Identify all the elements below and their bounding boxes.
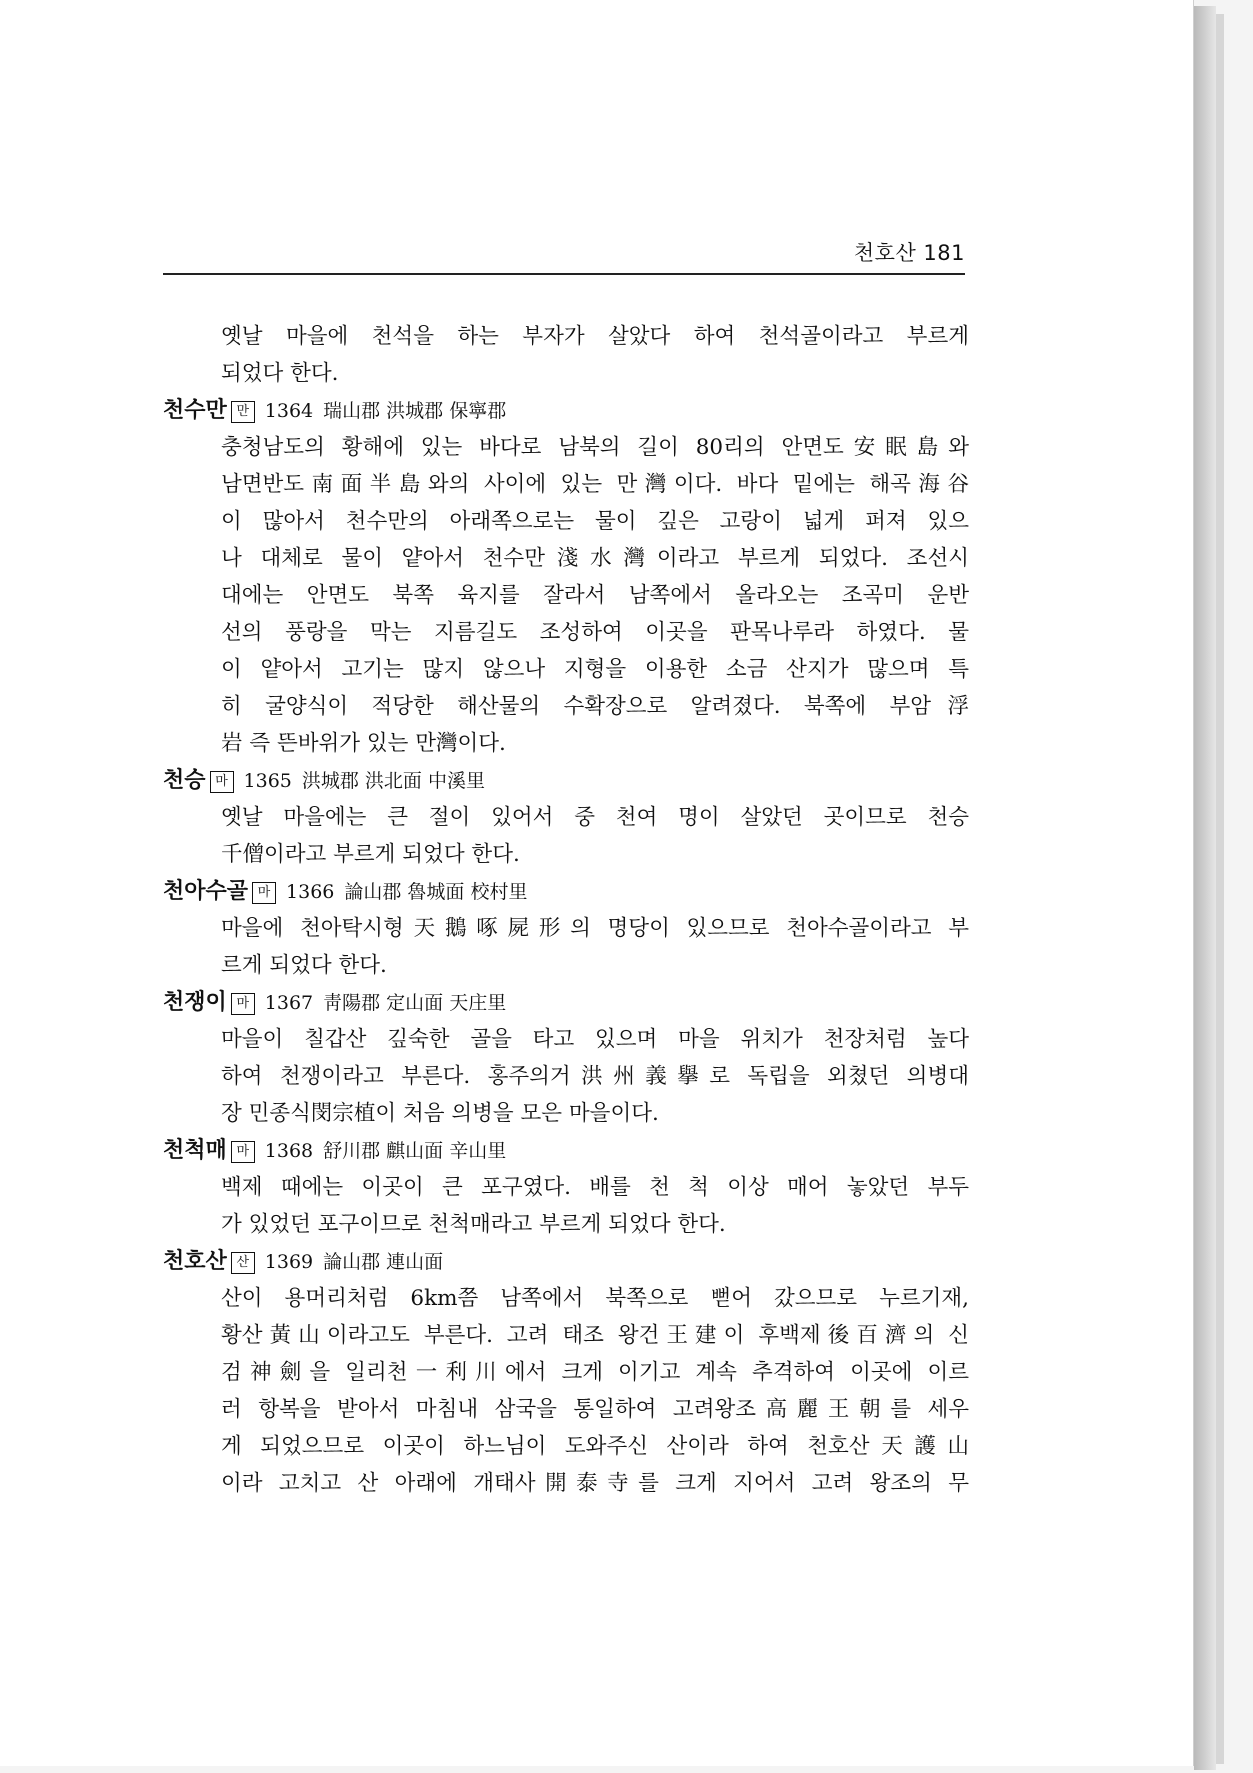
page-header: [163, 237, 965, 275]
body-line: 옛날 마을에는 큰 절이 있어서 중 천여 명이 살았던 곳이므로 천승: [221, 805, 969, 830]
entry-cheoncheokmae: [163, 1132, 969, 1243]
body-line: 게 되었으므로 이곳이 하느님이 도와주신 산이라 하여 천호산天護山: [221, 1434, 969, 1459]
entry-place: 靑陽郡 定山面 天庄里: [323, 992, 507, 1014]
body-line: 러 항복을 받아서 마침내 삼국을 통일하여 고려왕조高麗王朝를 세우: [221, 1397, 969, 1422]
body-line: 백제 때에는 이곳이 큰 포구였다. 배를 천 척 이상 매어 놓았던 부두: [221, 1175, 969, 1200]
page-edge-shadow: [1194, 6, 1216, 1770]
entry-place: 瑞山郡 洪城郡 保寧郡: [323, 400, 507, 422]
entry-continuation: [163, 318, 969, 392]
body-line: 충청남도의 황해에 있는 바다로 남북의 길이 80리의 안면도安眠島와: [221, 435, 969, 460]
dictionary-text: [163, 318, 969, 1502]
entry-number: 1366: [286, 881, 335, 903]
body-line: 르게 되었다 한다.: [221, 953, 387, 978]
entry-cheonasugol: [163, 873, 969, 984]
body-line: 히 굴양식이 적당한 해산물의 수확장으로 알려졌다. 북쪽에 부암浮: [221, 694, 969, 719]
entry-term: 천승: [163, 768, 206, 793]
body-line: 되었다 한다.: [221, 361, 339, 386]
body-line: 이라 고치고 산 아래에 개태사開泰寺를 크게 지어서 고려 왕조의 무: [221, 1471, 969, 1496]
body-line: 검神劍을 일리천一利川에서 크게 이기고 계속 추격하여 이곳에 이르: [221, 1360, 969, 1385]
entry-cheonsuman: [163, 392, 969, 762]
entry-place: 洪城郡 洪北面 中溪里: [301, 770, 485, 792]
category-badge: 마: [231, 1141, 255, 1163]
body-line: 황산黃山이라고도 부른다. 고려 태조 왕건王建이 후백제後百濟의 신: [221, 1323, 969, 1348]
body-line: 옛날 마을에 천석을 하는 부자가 살았다 하여 천석골이라고 부르게: [221, 324, 969, 349]
body-line: 대에는 안면도 북쪽 육지를 잘라서 남쪽에서 올라오는 조곡미 운반: [221, 583, 969, 608]
entry-place: 舒川郡 麒山面 辛山里: [323, 1140, 507, 1162]
entry-cheonhosan: [163, 1243, 969, 1502]
entry-heading: [163, 392, 969, 429]
body-line: 千僧이라고 부르게 되었다 한다.: [221, 842, 520, 867]
body-line: 가 있었던 포구이므로 천척매라고 부르게 되었다 한다.: [221, 1212, 726, 1237]
entry-heading: [163, 1132, 969, 1169]
entry-term: 천수만: [163, 398, 227, 423]
entry-number: 1367: [264, 992, 314, 1014]
entry-heading: [163, 984, 969, 1021]
category-badge: 마: [231, 993, 255, 1015]
entry-place: 論山郡 連山面: [323, 1251, 444, 1273]
category-badge: 마: [210, 771, 234, 793]
entry-heading: [163, 1243, 969, 1280]
body-line: 남면반도南面半島와의 사이에 있는 만灣이다. 바다 밑에는 해곡海谷: [221, 472, 969, 497]
entry-heading: [163, 762, 969, 799]
entry-term: 천호산: [163, 1249, 227, 1274]
body-line: 선의 풍랑을 막는 지름길도 조성하여 이곳을 판목나루라 하였다. 물: [221, 620, 969, 645]
category-badge: 마: [252, 882, 276, 904]
entry-cheonseung: [163, 762, 969, 873]
entry-heading: [163, 873, 969, 910]
category-badge: 만: [231, 401, 255, 423]
entry-place: 論山郡 魯城面 校村里: [344, 881, 528, 903]
body-line: 나 대체로 물이 얕아서 천수만淺水灣이라고 부르게 되었다. 조선시: [221, 546, 969, 571]
entry-number: 1369: [264, 1251, 314, 1273]
body-line: 마을에 천아탁시형天鵝啄屍形의 명당이 있으므로 천아수골이라고 부: [221, 916, 969, 941]
body-line: 장 민종식閔宗植이 처음 의병을 모은 마을이다.: [221, 1101, 659, 1126]
entry-number: 1368: [264, 1140, 314, 1162]
body-line: 하여 천쟁이라고 부른다. 홍주의거洪州義擧로 독립을 외쳤던 의병대: [221, 1064, 969, 1089]
body-line: 岩 즉 뜬바위가 있는 만灣이다.: [221, 731, 506, 756]
entry-term: 천척매: [163, 1138, 227, 1163]
entry-number: 1364: [264, 400, 314, 422]
body-line: 이 얕아서 고기는 많지 않으나 지형을 이용한 소금 산지가 많으며 특: [221, 657, 969, 682]
entry-cheonjaengi: [163, 984, 969, 1132]
running-head: 천호산 181: [853, 241, 965, 265]
entry-term: 천아수골: [163, 879, 249, 904]
entry-number: 1365: [243, 770, 292, 792]
entry-term: 천쟁이: [163, 990, 227, 1015]
category-badge: 산: [231, 1252, 255, 1274]
body-line: 이 많아서 천수만의 아래쪽으로는 물이 깊은 고랑이 넓게 퍼져 있으: [221, 509, 969, 534]
body-line: 마을이 칠갑산 깊숙한 골을 타고 있으며 마을 위치가 천장처럼 높다: [221, 1027, 969, 1052]
body-line: 산이 용머리처럼 6km쯤 남쪽에서 북쪽으로 뻗어 갔으므로 누르기재,: [221, 1286, 969, 1311]
page-edge-shadow-outer: [1216, 14, 1224, 1764]
